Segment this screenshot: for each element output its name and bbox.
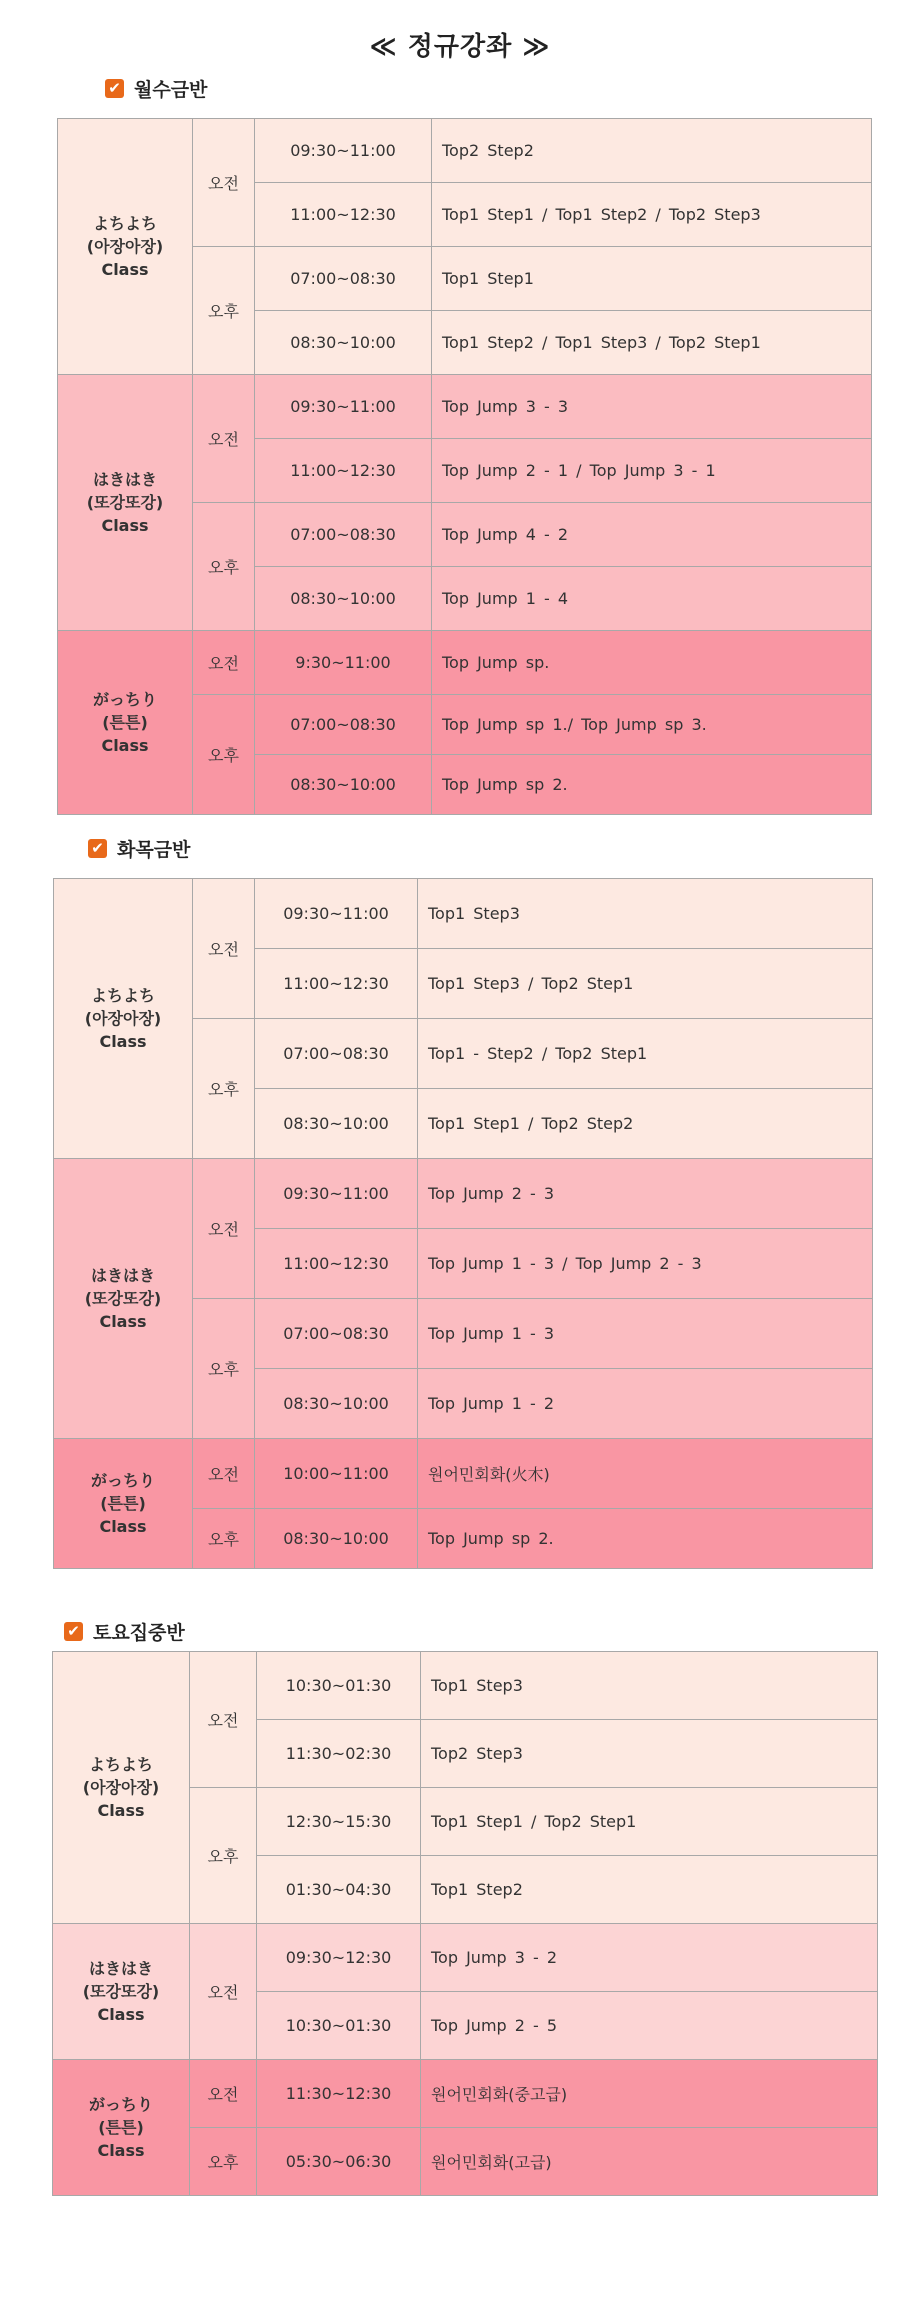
class-name-line: はきはき: [90, 1266, 155, 1285]
class-name-line: がっちり: [90, 1471, 155, 1490]
time-cell: 07:00~08:30: [255, 1299, 418, 1369]
course-cell: Top1 - Step2 / Top2 Step1: [418, 1019, 873, 1089]
course-cell: Top2 Step3: [421, 1720, 878, 1788]
period-cell: 오후: [193, 1019, 255, 1159]
class-name-line: Class: [99, 1032, 147, 1051]
course-cell: Top Jump sp.: [432, 631, 872, 695]
class-name-line: Class: [97, 2141, 145, 2160]
section-title: 화목금반: [117, 839, 191, 861]
class-name-line: (아장아장): [84, 1009, 162, 1028]
course-cell: Top Jump 1 - 4: [432, 567, 872, 631]
period-cell: 오전: [193, 1159, 255, 1299]
period-cell: 오후: [193, 695, 255, 815]
period-cell: 오전: [193, 879, 255, 1019]
class-name-cell: [53, 1924, 190, 2060]
table-row: [53, 1652, 878, 1720]
period-cell: 오후: [190, 1788, 257, 1924]
table-row: [54, 1439, 873, 1509]
time-cell: 08:30~10:00: [255, 1369, 418, 1439]
table-row: [58, 119, 872, 183]
course-cell: Top1 Step3: [421, 1652, 878, 1720]
period-cell: 오후: [193, 503, 255, 631]
checkbox-icon: ✔: [88, 839, 107, 858]
class-name-cell: [54, 1439, 193, 1569]
course-cell: Top2 Step2: [432, 119, 872, 183]
time-cell: 08:30~10:00: [255, 755, 432, 815]
class-name-line: はきはき: [88, 1959, 153, 1978]
class-name-line: (또강또강): [82, 1982, 160, 2001]
period-cell: 오전: [193, 631, 255, 695]
course-cell: Top1 Step1: [432, 247, 872, 311]
class-name-line: Class: [99, 1517, 147, 1536]
time-cell: 10:30~01:30: [257, 1652, 421, 1720]
class-name-line: よちよち: [92, 214, 157, 233]
class-name-line: はきはき: [92, 470, 157, 489]
time-cell: 09:30~11:00: [255, 879, 418, 949]
time-cell: 11:00~12:30: [255, 1229, 418, 1299]
time-cell: 01:30~04:30: [257, 1856, 421, 1924]
course-cell: Top1 Step2: [421, 1856, 878, 1924]
class-name-line: がっちり: [92, 690, 157, 709]
section-title: 토요집중반: [93, 1622, 185, 1644]
class-name-cell: [53, 1652, 190, 1924]
time-cell: 11:00~12:30: [255, 183, 432, 247]
time-cell: 08:30~10:00: [255, 1089, 418, 1159]
time-cell: 09:30~12:30: [257, 1924, 421, 1992]
period-cell: 오전: [193, 119, 255, 247]
class-name-line: (튼튼): [98, 2118, 144, 2137]
class-name-cell: [58, 119, 193, 375]
table-row: [54, 879, 873, 949]
class-name-cell: [58, 375, 193, 631]
time-cell: 05:30~06:30: [257, 2128, 421, 2196]
class-name-line: Class: [97, 2005, 145, 2024]
section-label: [105, 75, 207, 102]
section-title: 월수금반: [134, 79, 208, 101]
time-cell: 9:30~11:00: [255, 631, 432, 695]
time-cell: 07:00~08:30: [255, 695, 432, 755]
schedule-table: [52, 1651, 878, 2196]
time-cell: 11:30~12:30: [257, 2060, 421, 2128]
time-cell: 12:30~15:30: [257, 1788, 421, 1856]
class-name-line: (또강또강): [84, 1289, 162, 1308]
period-cell: 오전: [193, 1439, 255, 1509]
time-cell: 10:30~01:30: [257, 1992, 421, 2060]
table-row: [58, 631, 872, 695]
course-cell: Top Jump 2 - 1 / Top Jump 3 - 1: [432, 439, 872, 503]
time-cell: 08:30~10:00: [255, 311, 432, 375]
course-cell: Top Jump 4 - 2: [432, 503, 872, 567]
time-cell: 09:30~11:00: [255, 1159, 418, 1229]
class-name-line: Class: [101, 736, 149, 755]
course-cell: Top Jump 1 - 3: [418, 1299, 873, 1369]
period-cell: 오후: [190, 2128, 257, 2196]
time-cell: 08:30~10:00: [255, 567, 432, 631]
section-label: [64, 1618, 185, 1645]
class-name-line: (아장아장): [82, 1778, 160, 1797]
course-cell: 원어민회화(중고급): [421, 2060, 878, 2128]
class-name-line: Class: [101, 260, 149, 279]
period-cell: 오전: [193, 375, 255, 503]
class-name-line: がっちり: [88, 2095, 153, 2114]
class-name-cell: [53, 2060, 190, 2196]
course-cell: Top1 Step3 / Top2 Step1: [418, 949, 873, 1019]
class-name-line: (튼튼): [100, 1494, 146, 1513]
course-cell: Top Jump sp 2.: [418, 1509, 873, 1569]
class-name-cell: [58, 631, 193, 815]
time-cell: 11:00~12:30: [255, 439, 432, 503]
period-cell: 오전: [190, 2060, 257, 2128]
course-cell: Top1 Step3: [418, 879, 873, 949]
time-cell: 09:30~11:00: [255, 119, 432, 183]
period-cell: 오후: [193, 247, 255, 375]
course-cell: Top Jump 1 - 2: [418, 1369, 873, 1439]
section-label: [88, 835, 190, 862]
course-cell: Top Jump sp 2.: [432, 755, 872, 815]
class-name-line: (또강또강): [86, 493, 164, 512]
class-name-line: Class: [101, 516, 149, 535]
time-cell: 07:00~08:30: [255, 1019, 418, 1089]
course-cell: Top1 Step2 / Top1 Step3 / Top2 Step1: [432, 311, 872, 375]
time-cell: 07:00~08:30: [255, 247, 432, 311]
checkbox-icon: ✔: [64, 1622, 83, 1641]
class-name-line: よちよち: [88, 1755, 153, 1774]
class-name-line: よちよち: [90, 986, 155, 1005]
class-name-line: (튼튼): [102, 713, 148, 732]
time-cell: 11:00~12:30: [255, 949, 418, 1019]
time-cell: 07:00~08:30: [255, 503, 432, 567]
schedule-table: [57, 118, 872, 815]
course-cell: Top Jump 3 - 2: [421, 1924, 878, 1992]
course-cell: Top1 Step1 / Top2 Step2: [418, 1089, 873, 1159]
time-cell: 08:30~10:00: [255, 1509, 418, 1569]
time-cell: 10:00~11:00: [255, 1439, 418, 1509]
period-cell: 오후: [193, 1299, 255, 1439]
course-cell: Top Jump 2 - 5: [421, 1992, 878, 2060]
class-name-line: Class: [97, 1801, 145, 1820]
course-cell: Top Jump 2 - 3: [418, 1159, 873, 1229]
table-row: [53, 1924, 878, 1992]
period-cell: 오전: [190, 1652, 257, 1788]
class-name-cell: [54, 879, 193, 1159]
course-cell: Top1 Step1 / Top1 Step2 / Top2 Step3: [432, 183, 872, 247]
course-cell: Top Jump sp 1./ Top Jump sp 3.: [432, 695, 872, 755]
table-row: [54, 1159, 873, 1229]
checkbox-icon: ✔: [105, 79, 124, 98]
time-cell: 11:30~02:30: [257, 1720, 421, 1788]
period-cell: 오전: [190, 1924, 257, 2060]
course-cell: 원어민회화(고급): [421, 2128, 878, 2196]
class-name-line: (아장아장): [86, 237, 164, 256]
class-name-line: Class: [99, 1312, 147, 1331]
schedule-table: [53, 878, 873, 1569]
course-cell: 원어민회화(火木): [418, 1439, 873, 1509]
table-row: [58, 375, 872, 439]
course-cell: Top Jump 1 - 3 / Top Jump 2 - 3: [418, 1229, 873, 1299]
class-name-cell: [54, 1159, 193, 1439]
table-row: [53, 2060, 878, 2128]
course-cell: Top1 Step1 / Top2 Step1: [421, 1788, 878, 1856]
course-cell: Top Jump 3 - 3: [432, 375, 872, 439]
time-cell: 09:30~11:00: [255, 375, 432, 439]
period-cell: 오후: [193, 1509, 255, 1569]
page-title: ≪ 정규강좌 ≫: [369, 32, 551, 62]
